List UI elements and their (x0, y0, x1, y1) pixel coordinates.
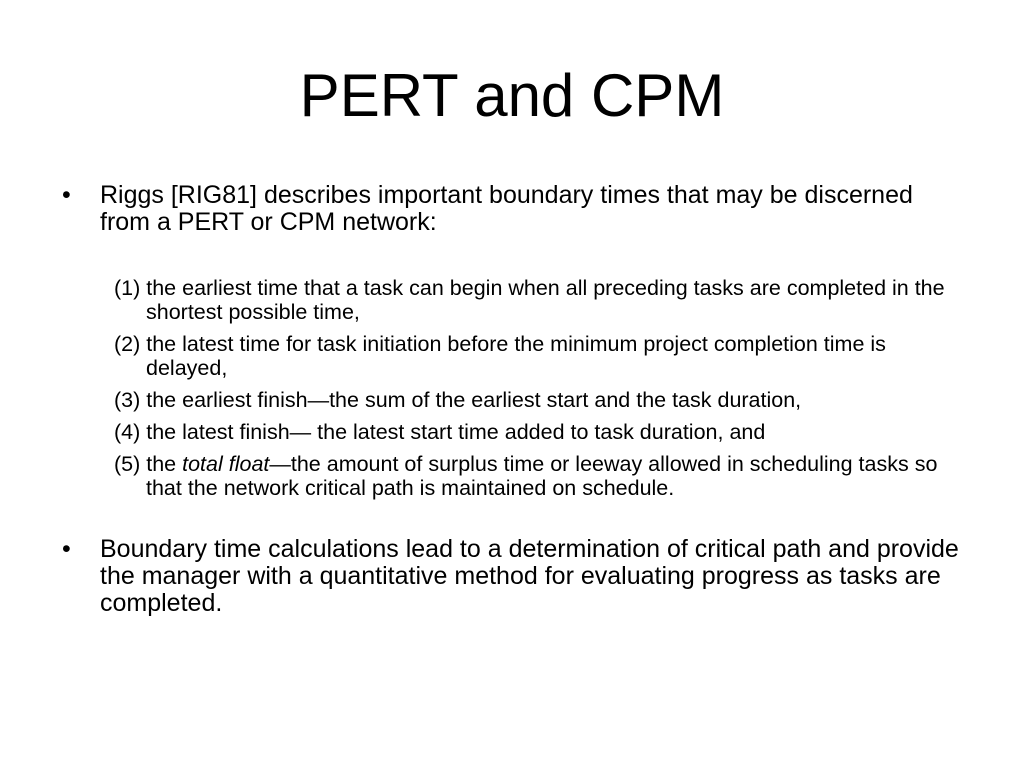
list-item (114, 388, 960, 412)
list-item (114, 276, 960, 324)
list-item-suffix: —the amount of surplus time or leeway allowed in scheduling tasks so that the network critical path is maintained on schedule. (146, 452, 938, 500)
list-item-text: (4) the latest finish— the latest start time added to task duration, and (114, 420, 766, 444)
bullet-text: Riggs [RIG81] describes important boundary times that may be discerned from a PERT or CPM network: (100, 181, 913, 236)
list-item (114, 420, 960, 444)
list-item (114, 332, 960, 380)
boundary-times-list (114, 276, 960, 500)
total-float-term: total float (182, 452, 270, 476)
bullet-item (60, 182, 960, 236)
list-item (114, 452, 960, 500)
bullet-marker: • (62, 181, 71, 209)
list-item-prefix: (5) the (114, 452, 183, 476)
bullet-text: Boundary time calculations lead to a determination of critical path and provide the manager with a quantitative method for evaluating progress as tasks are completed. (100, 535, 959, 617)
list-item-text: (3) the earliest finish—the sum of the earliest start and the task duration, (114, 388, 802, 412)
list-item-text: (2) the latest time for task initiation before the minimum project completion time is delayed, (114, 332, 886, 380)
slide-content (60, 182, 960, 617)
bullet-marker: • (62, 535, 71, 563)
bullet-item (60, 536, 960, 617)
list-item-text: (1) the earliest time that a task can begin when all preceding tasks are completed in the shortest possible time, (114, 276, 945, 324)
slide-title: PERT and CPM (299, 62, 725, 129)
